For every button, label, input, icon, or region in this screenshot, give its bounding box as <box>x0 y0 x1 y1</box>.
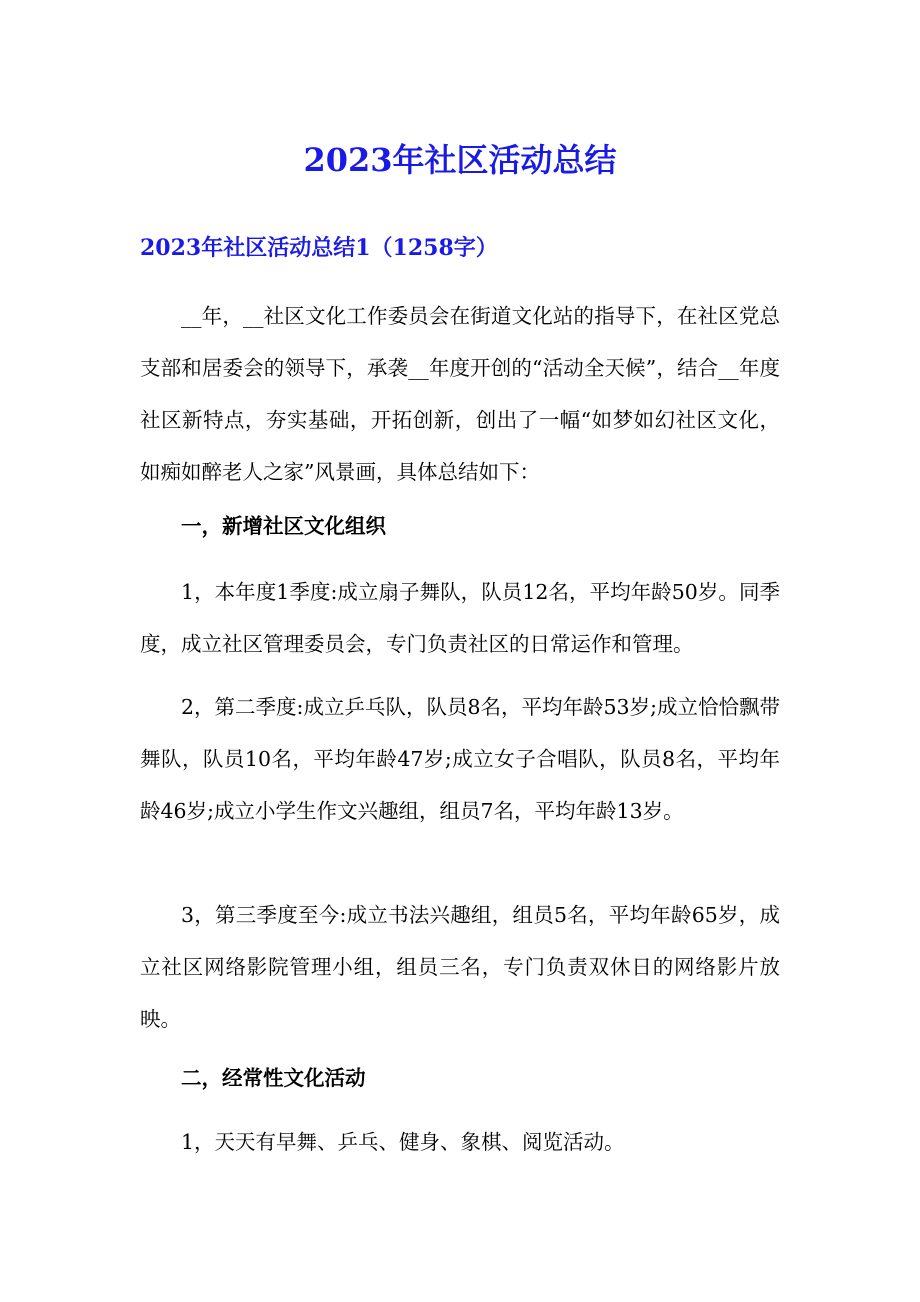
section1-item-2: 2，第二季度:成立乒乓队，队员8名，平均年龄53岁;成立恰恰飘带舞队，队员10名，平均年龄47岁;成立女子合唱队，队员8名，平均年龄46岁;成立小学生作文兴趣组，组员7名，平均年龄13岁。 <box>140 695 780 823</box>
section1-item-1: 1，本年度1季度:成立扇子舞队，队员12名，平均年龄50岁。同季度，成立社区管理委员会，专门负责社区的日常运作和管理。 <box>140 580 780 656</box>
section-heading-new-organizations: 一，新增社区文化组织 <box>181 514 386 538</box>
section1-item-3: 3，第三季度至今:成立书法兴趣组，组员5名，平均年龄65岁，成立社区网络影院管理小组，组员三名，专门负责双休日的网络影片放映。 <box>140 903 780 1031</box>
intro-paragraph: __年，__社区文化工作委员会在街道文化站的指导下，在社区党总支部和居委会的领导下，承袭__年度开创的“活动全天候”，结合__年度社区新特点，夯实基础，开拓创新，创出了一幅“如梦如幻社区文化，如痴如醉老人之家”风景画，具体总结如下： <box>140 304 780 484</box>
section2-item-1: 1，天天有早舞、乒乓、健身、象棋、阅览活动。 <box>181 1130 625 1154</box>
document-title: 2023年社区活动总结 <box>303 141 617 179</box>
document-subtitle: 2023年社区活动总结1（1258字） <box>140 235 498 261</box>
section-heading-regular-activities: 二，经常性文化活动 <box>181 1066 366 1090</box>
